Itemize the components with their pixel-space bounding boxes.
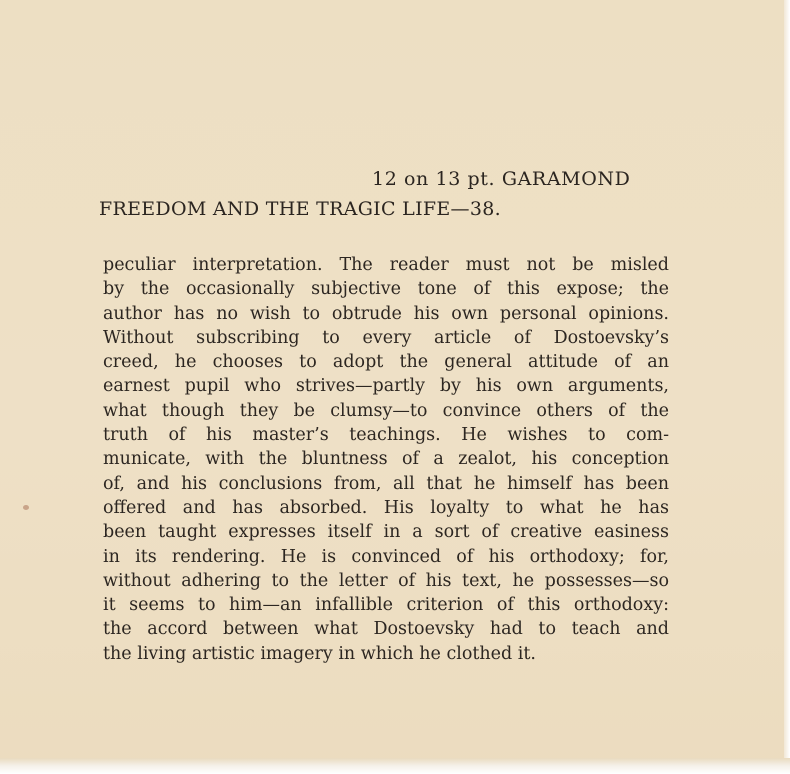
text-line: offered and has absorbed. His loyalty to what he has — [103, 497, 669, 518]
text-line: what though they be clumsy—to convince others of the — [103, 400, 669, 421]
page-heading: FREEDOM AND THE TRAGIC LIFE—38. — [99, 198, 501, 220]
text-line: by the occasionally subjective tone of this expose; the — [103, 279, 669, 300]
text-line: without adhering to the letter of his text, he possesses—so — [103, 570, 669, 591]
text-line: of, and his conclusions from, all that he himself has been — [103, 473, 669, 494]
text-line: been taught expresses itself in a sort of creative easiness — [103, 522, 669, 543]
text-line: in its rendering. He is convinced of his orthodoxy; for, — [103, 546, 669, 567]
text-line: the living artistic imagery in which he clothed it. — [103, 643, 536, 664]
body-paragraph — [103, 253, 669, 666]
page-right-edge — [784, 0, 790, 774]
text-line: earnest pupil who strives—partly by his own arguments, — [103, 376, 669, 397]
text-line: author has no wish to obtrude his own personal opinions. — [103, 303, 669, 324]
text-line: Without subscribing to every article of Dostoevsky’s — [103, 327, 669, 348]
text-line: municate, with the bluntness of a zealot, his conception — [103, 449, 669, 470]
page-bottom-edge — [0, 758, 790, 774]
text-line: creed, he chooses to adopt the general attitude of an — [103, 352, 669, 373]
text-line: it seems to him—an infallible criterion of this orthodoxy: — [103, 595, 669, 616]
text-line: truth of his master’s teachings. He wishes to com- — [103, 425, 669, 446]
type-specification: 12 on 13 pt. GARAMOND — [372, 168, 631, 190]
paper-speck — [23, 505, 29, 510]
text-line: the accord between what Dostoevsky had to teach and — [103, 619, 669, 640]
text-line: peculiar interpretation. The reader must not be misled — [103, 255, 669, 275]
